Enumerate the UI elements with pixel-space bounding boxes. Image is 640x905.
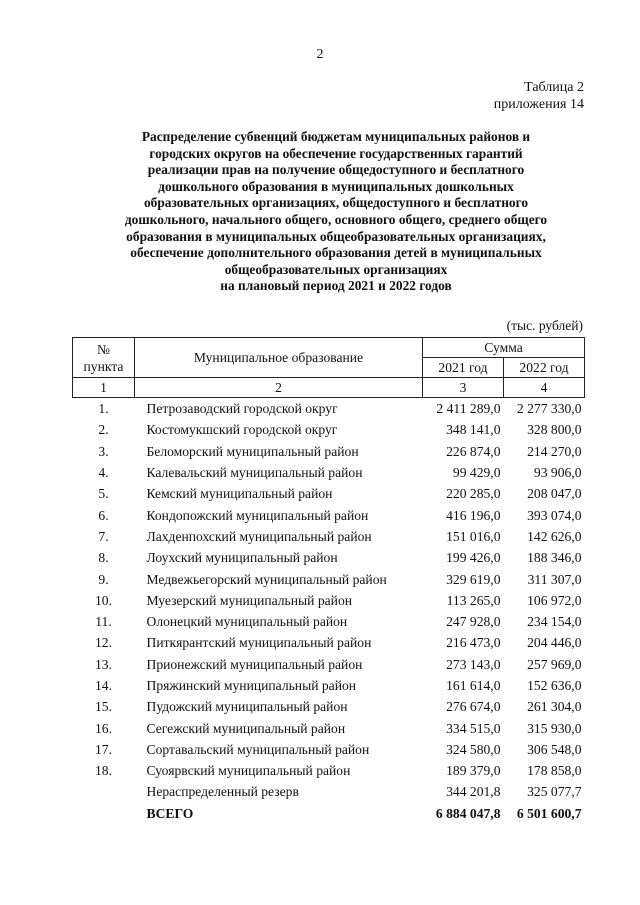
- title-line: дошкольного образования в муниципальных дошкольных: [158, 178, 514, 194]
- page-number: 2: [316, 47, 324, 62]
- row-value-2022: 393 074,0: [527, 507, 582, 523]
- row-value-2022: 306 548,0: [527, 741, 582, 757]
- row-number: 4.: [98, 465, 109, 481]
- row-value-2021: 247 928,0: [446, 614, 501, 630]
- table-body: [73, 398, 585, 824]
- title-line: городских округов на обеспечение государственных гарантий: [149, 145, 523, 161]
- row-number: 12.: [95, 635, 112, 651]
- reserve-row: [73, 781, 585, 802]
- row-number: 3.: [98, 443, 109, 459]
- row-municipality: Беломорский муниципальный район: [146, 443, 359, 459]
- table-row: [73, 398, 585, 420]
- row-value-2021: 329 619,0: [446, 571, 501, 587]
- row-municipality: Кемский муниципальный район: [146, 486, 333, 502]
- row-value-2021: 199 426,0: [446, 550, 501, 566]
- title-line: образовательных организациях, общедоступного и бесплатного: [143, 195, 529, 211]
- title-line: на плановый период 2021 и 2022 годов: [220, 278, 452, 294]
- table-row: [73, 483, 585, 504]
- table-row: [73, 717, 585, 738]
- row-value-2021: 273 143,0: [446, 656, 501, 672]
- row-value-2021: 220 285,0: [446, 486, 501, 502]
- row-value-2021: 99 429,0: [452, 465, 501, 481]
- title-line: Распределение субвенций бюджетам муниципальных районов и: [141, 129, 531, 144]
- row-municipality: Пудожский муниципальный район: [146, 699, 348, 715]
- table-ref-line: Таблица 2: [524, 80, 584, 95]
- table-row: [73, 504, 585, 525]
- row-value-2022: 311 307,0: [527, 571, 582, 587]
- document-title: [86, 129, 586, 295]
- row-value-2022: 315 930,0: [527, 720, 582, 736]
- row-value-2021: 216 473,0: [446, 635, 501, 651]
- row-number: 15.: [95, 699, 112, 715]
- header-num-symbol: №: [97, 341, 110, 357]
- header-index-1: 1: [73, 378, 135, 398]
- table-row: [73, 739, 585, 760]
- total-row-value-2021: 6 884 047,8: [435, 805, 501, 821]
- reserve-row-value-2021: 344 201,8: [446, 784, 501, 800]
- table-row: [73, 547, 585, 568]
- row-municipality: Прионежский муниципальный район: [146, 656, 363, 672]
- table-row: [73, 611, 585, 632]
- title-line: дошкольного, начального общего, основного общего, среднего общего: [124, 211, 548, 227]
- row-value-2022: 106 972,0: [527, 592, 582, 608]
- total-row-value-2022: 6 501 600,7: [516, 805, 582, 821]
- total-row: [73, 803, 585, 824]
- row-value-2022: 208 047,0: [527, 486, 582, 502]
- row-value-2022: 234 154,0: [527, 614, 582, 630]
- header-index-2: 2: [135, 378, 423, 398]
- row-value-2021: 151 016,0: [446, 528, 501, 544]
- row-number: 8.: [98, 550, 109, 566]
- row-value-2022: 152 636,0: [527, 678, 582, 693]
- table-row: [73, 568, 585, 589]
- row-number: 10.: [95, 592, 112, 608]
- row-number: 16.: [95, 720, 112, 736]
- row-number: 14.: [95, 678, 112, 693]
- row-municipality: Калевальский муниципальный район: [146, 465, 363, 481]
- row-municipality: Костомукшский городской округ: [146, 422, 338, 438]
- table-row: [73, 760, 585, 781]
- row-value-2021: 226 874,0: [446, 443, 501, 459]
- row-municipality: Муезерский муниципальный район: [146, 592, 353, 608]
- row-municipality: Лоухский муниципальный район: [146, 550, 338, 566]
- row-value-2022: 2 277 330,0: [516, 401, 582, 417]
- reserve-row-value-2022: 325 077,7: [527, 784, 582, 800]
- table-reference: [494, 79, 584, 113]
- table-row: [73, 590, 585, 611]
- row-number: 5.: [98, 486, 109, 502]
- header-municipality: Муниципальное образование: [135, 338, 423, 378]
- row-value-2021: 189 379,0: [446, 763, 501, 779]
- row-municipality: Сортавальский муниципальный район: [146, 741, 370, 757]
- table-row: [73, 654, 585, 675]
- reserve-row-number: [73, 781, 135, 802]
- header-year-2022: 2022 год: [504, 358, 585, 378]
- row-municipality: Суоярвский муниципальный район: [146, 763, 351, 779]
- row-value-2022: 257 969,0: [527, 656, 582, 672]
- subsidy-table: [72, 337, 585, 824]
- row-number: 6.: [98, 507, 109, 523]
- row-value-2021: 324 580,0: [446, 741, 501, 757]
- header-item-number: [73, 338, 135, 378]
- row-value-2021: 2 411 289,0: [436, 401, 501, 417]
- row-number: 1.: [98, 401, 109, 417]
- row-number: 13.: [95, 656, 112, 672]
- table-row: [73, 441, 585, 462]
- title-line: общеобразовательных организациях: [224, 261, 448, 277]
- row-value-2021: 276 674,0: [446, 699, 501, 715]
- row-municipality: Медвежьегорский муниципальный район: [146, 571, 387, 587]
- row-number: 2.: [98, 422, 109, 438]
- table-row: [73, 632, 585, 653]
- row-value-2022: 214 270,0: [527, 443, 582, 459]
- row-value-2022: 142 626,0: [527, 528, 582, 544]
- table-row: [73, 526, 585, 547]
- table-row: [73, 419, 585, 440]
- table-row: [73, 696, 585, 717]
- title-line: реализации прав на получение общедоступного и бесплатного: [147, 162, 525, 178]
- row-value-2021: 348 141,0: [446, 422, 501, 438]
- header-index-4: 4: [504, 378, 585, 398]
- row-number: 9.: [98, 571, 109, 587]
- reserve-row-label: Нераспределенный резерв: [146, 784, 299, 800]
- units-note: (тыс. рублей): [506, 318, 583, 333]
- total-row-number: [73, 803, 135, 824]
- row-number: 18.: [95, 763, 112, 779]
- header-year-2021: 2021 год: [423, 358, 504, 378]
- row-number: 17.: [95, 741, 112, 757]
- row-value-2022: 204 446,0: [527, 635, 582, 651]
- row-value-2021: 416 196,0: [446, 507, 501, 523]
- row-value-2021: 334 515,0: [446, 720, 501, 736]
- header-index-3: 3: [423, 378, 504, 398]
- row-value-2022: 188 346,0: [527, 550, 582, 566]
- row-municipality: Кондопожский муниципальный район: [146, 507, 369, 523]
- row-value-2021: 113 265,0: [446, 592, 501, 608]
- table-row: [73, 675, 585, 696]
- row-value-2021: 161 614,0: [446, 678, 501, 693]
- row-number: 11.: [95, 614, 112, 630]
- row-value-2022: 261 304,0: [527, 699, 582, 715]
- title-line: обеспечение дополнительного образования детей в муниципальных: [130, 245, 542, 261]
- table-header: [73, 338, 585, 398]
- row-municipality: Олонецкий муниципальный район: [146, 614, 348, 630]
- title-line: образования в муниципальных общеобразовательных организациях,: [126, 228, 546, 244]
- header-num-word: пункта: [83, 358, 124, 374]
- row-value-2022: 93 906,0: [533, 465, 582, 481]
- row-municipality: Сегежский муниципальный район: [146, 720, 346, 736]
- row-value-2022: 178 858,0: [527, 763, 582, 779]
- row-value-2022: 328 800,0: [527, 422, 582, 438]
- row-number: 7.: [98, 528, 109, 544]
- row-municipality: Пряжинский муниципальный район: [146, 678, 357, 693]
- appendix-ref-line: приложения 14: [493, 97, 584, 112]
- header-sum: Сумма: [423, 338, 585, 358]
- row-municipality: Лахденпохский муниципальный район: [146, 528, 372, 544]
- row-municipality: Питкярантский муниципальный район: [146, 635, 372, 651]
- row-municipality: Петрозаводский городской округ: [146, 401, 338, 417]
- total-row-label: ВСЕГО: [146, 805, 194, 821]
- table-row: [73, 462, 585, 483]
